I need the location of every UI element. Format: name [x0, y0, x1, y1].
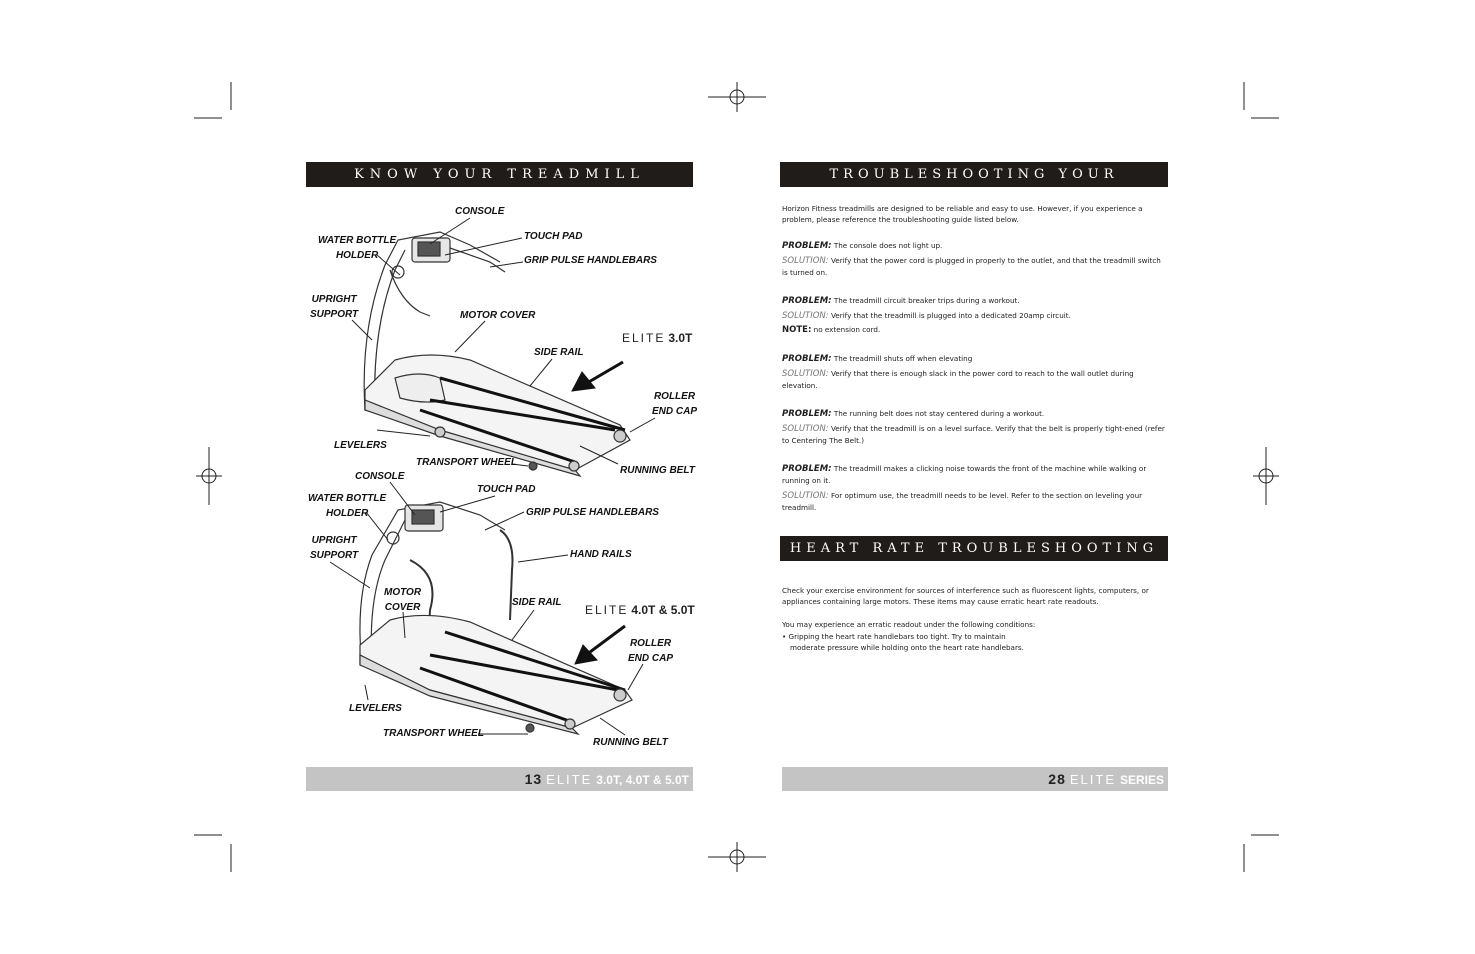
- label-levelers: LEVELERS: [349, 703, 402, 714]
- treadmill-3-0t-illustration: [364, 232, 630, 476]
- label-line: WATER BOTTLE: [318, 235, 397, 246]
- solution-label: SOLUTION:: [782, 369, 829, 379]
- problem-label: PROBLEM:: [782, 296, 832, 306]
- solution-row: [782, 255, 1166, 279]
- footer-brand: ELITE: [546, 772, 593, 787]
- brand-elite: ELITE: [585, 603, 629, 617]
- label-transport-wheel: TRANSPORT WHEEL: [383, 728, 484, 739]
- right-page-footer: [782, 767, 1168, 791]
- label-water-bottle-holder: [318, 233, 396, 263]
- problem-text: The treadmill circuit breaker trips during a workout.: [833, 296, 1020, 305]
- label-motor-cover: [384, 585, 421, 615]
- label-touch-pad: TOUCH PAD: [477, 484, 536, 495]
- label-roller-end-cap: [652, 389, 697, 419]
- label-line: END CAP: [652, 406, 698, 417]
- label-console: CONSOLE: [455, 206, 505, 217]
- label-line: SUPPORT: [310, 309, 359, 320]
- note-text: no extension cord.: [813, 325, 881, 334]
- label-line: MOTOR: [384, 587, 422, 598]
- footer-brand: ELITE: [1069, 772, 1116, 787]
- heart-rate-bullet: • Gripping the heart rate handlebars too tight. Try to maintain: [782, 632, 1006, 641]
- label-console: CONSOLE: [355, 471, 405, 482]
- label-line: UPRIGHT: [311, 535, 357, 546]
- label-water-bottle-holder: [308, 491, 386, 521]
- footer-models: 3.0T, 4.0T & 5.0T: [596, 773, 689, 787]
- heart-rate-bullet-continued: moderate pressure while holding onto the heart rate handlebars.: [790, 643, 1024, 652]
- label-line: UPRIGHT: [311, 294, 357, 305]
- footer-series: SERIES: [1119, 773, 1164, 787]
- solution-text: Verify that the treadmill is on a level surface. Verify that the belt is properly tight-ened (refer to Centering The Belt.): [782, 424, 1165, 445]
- note-row: [782, 324, 1166, 336]
- label-touch-pad: TOUCH PAD: [524, 231, 583, 242]
- solution-row: [782, 368, 1166, 392]
- problem-row: [782, 353, 1166, 365]
- problem-label: PROBLEM:: [782, 241, 832, 251]
- problem-label: PROBLEM:: [782, 464, 832, 474]
- left-page-footer: [306, 767, 693, 791]
- solution-label: SOLUTION:: [782, 311, 829, 321]
- problem-label: PROBLEM:: [782, 354, 832, 364]
- label-running-belt: RUNNING BELT: [620, 465, 695, 476]
- label-line: ROLLER: [629, 638, 672, 649]
- solution-text: Verify that there is enough slack in the power cord to reach to the wall outlet during elevation.: [782, 369, 1134, 390]
- problem-row: [782, 463, 1166, 487]
- label-grip-pulse-handlebars: GRIP PULSE HANDLEBARS: [526, 507, 659, 518]
- solution-text: Verify that the power cord is plugged in properly to the outlet, and that the treadmill switch is turned on.: [782, 256, 1161, 277]
- solution-label: SOLUTION:: [782, 491, 829, 501]
- label-line: WATER BOTTLE: [308, 493, 387, 504]
- problem-text: The console does not light up.: [833, 241, 943, 250]
- solution-row: [782, 490, 1166, 514]
- heart-rate-header: HEART RATE TROUBLESHOOTING: [780, 536, 1168, 561]
- label-upright-support: [310, 533, 358, 563]
- label-running-belt: RUNNING BELT: [593, 737, 668, 748]
- left-page-header: KNOW YOUR TREADMILL: [306, 162, 693, 187]
- problem-label: PROBLEM:: [782, 409, 832, 419]
- page-number: 28: [1048, 771, 1066, 787]
- label-line: END CAP: [628, 653, 674, 664]
- problem-text: The treadmill shuts off when elevating: [833, 354, 973, 363]
- label-transport-wheel: TRANSPORT WHEEL: [416, 457, 517, 468]
- solution-label: SOLUTION:: [782, 256, 829, 266]
- problem-row: [782, 295, 1166, 307]
- model-number: 3.0T: [668, 331, 693, 345]
- label-hand-rails: HAND RAILS: [570, 549, 632, 560]
- label-line: COVER: [384, 602, 421, 613]
- model-label-4-0t-5-0t: [585, 601, 695, 619]
- brand-elite: ELITE: [622, 331, 666, 345]
- label-grip-pulse-handlebars: GRIP PULSE HANDLEBARS: [524, 255, 657, 266]
- right-page-header: TROUBLESHOOTING YOUR TREADMILL: [780, 162, 1168, 187]
- solution-row: [782, 310, 1166, 322]
- solution-row: [782, 423, 1166, 447]
- label-roller-end-cap: [628, 636, 673, 666]
- solution-label: SOLUTION:: [782, 424, 829, 434]
- problem-row: [782, 240, 1166, 252]
- note-label: NOTE:: [782, 325, 812, 335]
- label-line: ROLLER: [653, 391, 696, 402]
- solution-text: Verify that the treadmill is plugged into a dedicated 20amp circuit.: [830, 311, 1071, 320]
- label-upright-support: [310, 292, 358, 322]
- label-side-rail: SIDE RAIL: [534, 347, 584, 358]
- label-levelers: LEVELERS: [334, 440, 387, 451]
- problem-row: [782, 408, 1166, 420]
- heart-rate-intro: Check your exercise environment for sources of interference such as fluorescent lights, computers, or appliances containing large motors. These items may cause erratic heart rate readouts.: [782, 586, 1149, 606]
- model-number: 4.0T & 5.0T: [631, 603, 695, 617]
- label-line: HOLDER: [335, 250, 379, 261]
- label-motor-cover: MOTOR COVER: [460, 310, 536, 321]
- label-line: SUPPORT: [310, 550, 359, 561]
- model-label-3-0t: [622, 329, 692, 347]
- heart-rate-conditions: You may experience an erratic readout under the following conditions:: [782, 620, 1036, 629]
- problem-text: The treadmill makes a clicking noise towards the front of the machine while walking or running on it.: [782, 464, 1147, 485]
- page-number: 13: [524, 771, 543, 787]
- problem-text: The running belt does not stay centered during a workout.: [833, 409, 1045, 418]
- label-line: HOLDER: [325, 508, 369, 519]
- label-side-rail: SIDE RAIL: [512, 597, 562, 608]
- solution-text: For optimum use, the treadmill needs to be level. Refer to the section on leveling your treadmill.: [782, 491, 1143, 512]
- troubleshooting-intro: Horizon Fitness treadmills are designed to be reliable and easy to use. However, if you experience a problem, please reference the troubleshooting guide listed below.: [782, 204, 1143, 224]
